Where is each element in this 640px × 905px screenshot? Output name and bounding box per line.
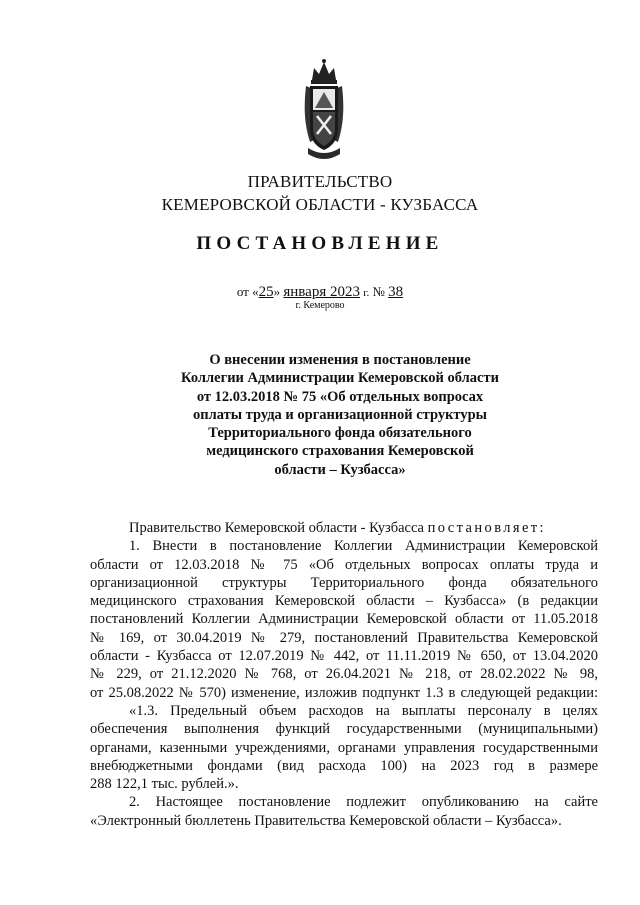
body-line: № 169, от 30.04.2019 № 279, постановлений Правительства Кемеровской <box>90 629 598 646</box>
preamble-text: Правительство Кемеровской области - Кузбасса <box>129 520 428 536</box>
subject-line: Территориального фонда обязательного <box>208 425 472 442</box>
number-sign: № <box>372 284 385 299</box>
subject-line: от 12.03.2018 № 75 «Об отдельных вопросах <box>196 388 484 405</box>
subject-line: медицинского страхования Кемеровской <box>206 443 474 460</box>
date-prefix: от « <box>236 284 259 299</box>
date-year-suffix: г. <box>363 287 370 299</box>
government-name-line2: КЕМЕРОВСКОЙ ОБЛАСТИ - КУЗБАССА <box>161 195 479 214</box>
body-line: 1. Внести в постановление Коллегии Администрации Кемеровской <box>129 538 598 555</box>
subject-line: Коллегии Администрации Кемеровской области <box>181 370 499 387</box>
body-line: медицинского страхования Кемеровской области – Кузбасса» (в редакции <box>90 593 598 610</box>
government-name-line1: ПРАВИТЕЛЬСТВО <box>247 172 393 191</box>
document-body <box>90 519 598 830</box>
kemerovo-coat-of-arms-icon <box>300 58 348 164</box>
subject-line: оплаты труда и организационной структуры <box>193 406 487 423</box>
subject-line: О внесении изменения в постановление <box>209 352 471 368</box>
body-line: области от 12.03.2018 № 75 «Об отдельных вопросах оплаты труда и <box>90 556 598 573</box>
date-month-year: января 2023 <box>283 284 360 300</box>
subject-line: области – Кузбасса» <box>274 461 406 478</box>
date-close-quote: » <box>273 284 281 299</box>
body-line: «1.3. Предельный объем расходов на выплаты персоналу в целях <box>129 702 598 719</box>
document-number: 38 <box>388 284 404 300</box>
date-day: 25 <box>258 284 274 300</box>
preamble <box>90 519 598 537</box>
document-type-title: ПОСТАНОВЛЕНИЕ <box>196 233 444 254</box>
body-line: постановлений Коллегии Администрации Кемеровской области от 11.05.2018 <box>90 611 598 628</box>
body-line: от 25.08.2022 № 570) изменение, изложив подпункт 1.3 в следующей редакции: <box>90 684 598 701</box>
body-line: обеспечения выполнения функций государственными (муниципальными) <box>90 721 598 738</box>
body-line: органами, казенными учреждениями, органами управления государственными <box>90 739 598 756</box>
preamble-decree-word: постановляет: <box>427 520 546 536</box>
city-label: г. Кемерово <box>295 300 345 311</box>
date-number-line <box>0 284 640 301</box>
body-line: «Электронный бюллетень Правительства Кемеровской области – Кузбасса». <box>90 812 562 829</box>
body-line: 288 122,1 тыс. рублей.». <box>90 776 239 793</box>
body-line: № 229, от 21.12.2020 № 768, от 26.04.2021 № 218, от 28.02.2022 № 98, <box>90 666 598 683</box>
body-line: организационной структуры Территориального фонда обязательного <box>90 574 598 591</box>
body-line: внебюджетными фондами (вид расхода 100) на 2023 год в размере <box>90 757 598 774</box>
body-line: 2. Настоящее постановление подлежит опубликованию на сайте <box>129 794 598 811</box>
body-line: области - Кузбасса от 12.07.2019 № 442, от 11.11.2019 № 650, от 13.04.2020 <box>90 648 598 665</box>
document-subject <box>150 351 530 479</box>
